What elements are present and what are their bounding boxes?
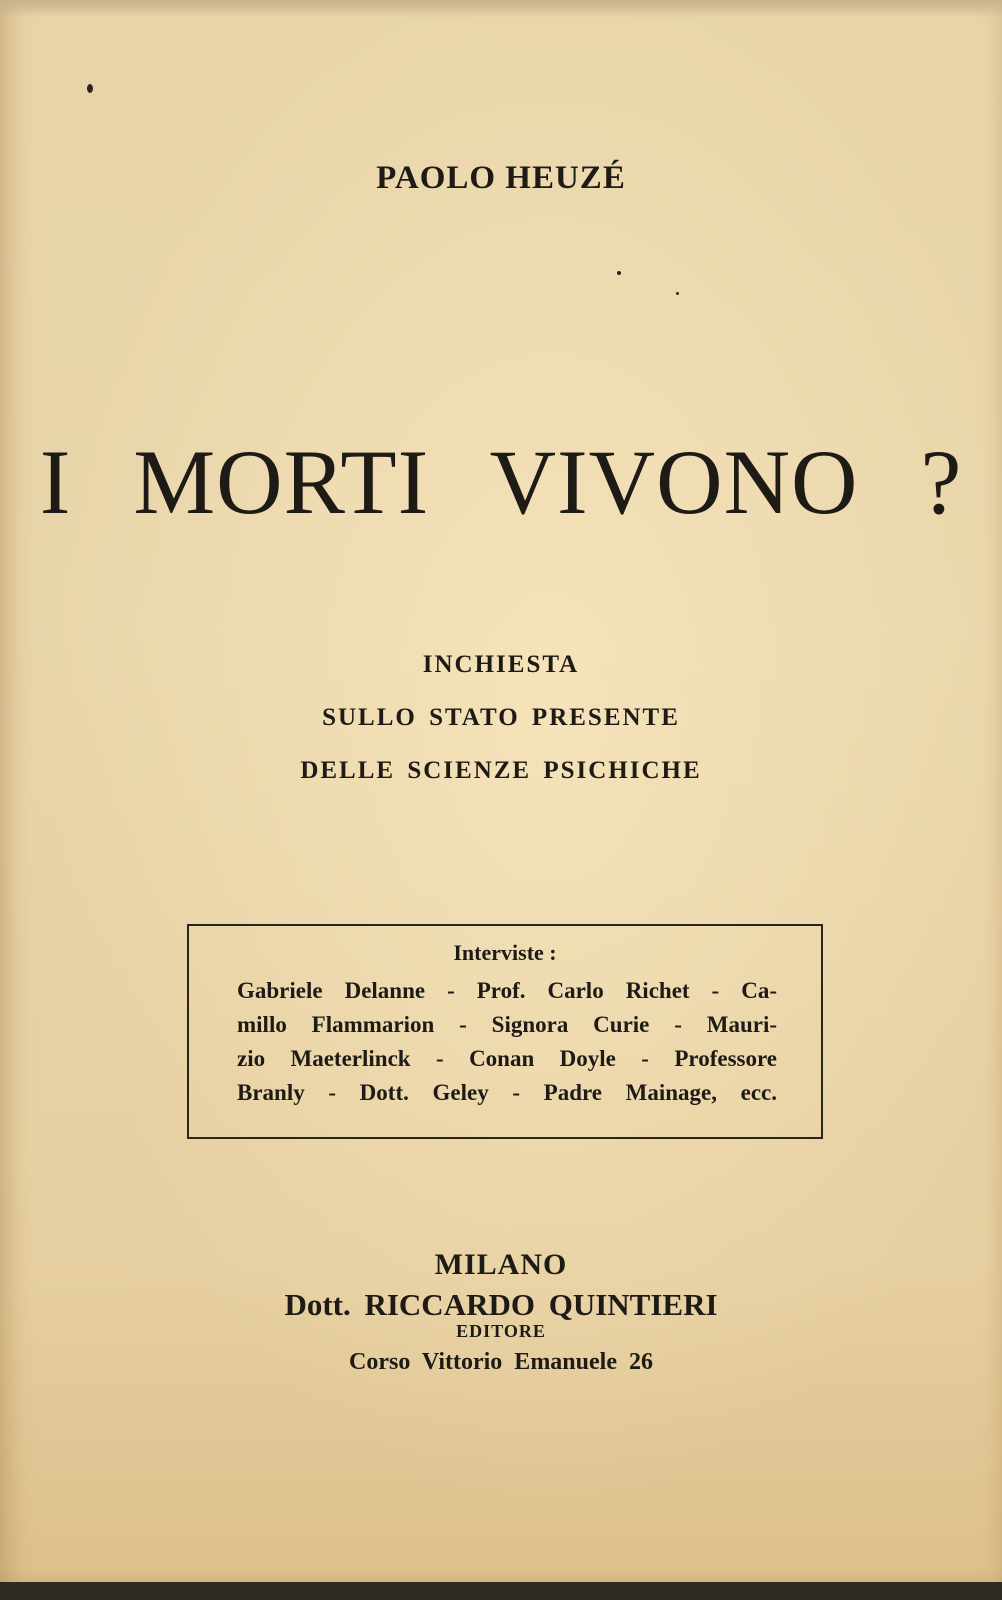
subtitle-line-3: DELLE SCIENZE PSICHICHE	[300, 757, 702, 784]
imprint-address: Corso Vittorio Emanuele 26	[349, 1349, 653, 1375]
interviews-line-2: millo Flammarion - Signora Curie - Mauri-	[237, 1012, 777, 1037]
ink-speck	[87, 84, 93, 93]
interviews-box	[187, 924, 823, 1139]
ink-speck	[617, 271, 621, 275]
interviews-line-3: zio Maeterlinck - Conan Doyle - Professore	[237, 1046, 777, 1071]
interviews-line-1: Gabriele Delanne - Prof. Carlo Richet - Ca-	[237, 978, 777, 1003]
imprint-city: MILANO	[434, 1248, 568, 1281]
ink-speck	[676, 292, 679, 295]
subtitle-line-1: INCHIESTA	[422, 651, 580, 678]
subtitle-line-2: SULLO STATO PRESENTE	[322, 704, 680, 731]
interviews-heading: Interviste :	[453, 940, 557, 965]
background-surface	[0, 1582, 1002, 1600]
page-top-edge	[0, 0, 1002, 18]
imprint-publisher: Dott. RICCARDO QUINTIERI	[284, 1287, 718, 1322]
interviews-line-4: Branly - Dott. Geley - Padre Mainage, ecc.	[237, 1080, 777, 1105]
book-title: I MORTI VIVONO ?	[39, 431, 963, 533]
imprint-role: EDITORE	[456, 1321, 546, 1341]
author-name: PAOLO HEUZÉ	[376, 160, 626, 196]
